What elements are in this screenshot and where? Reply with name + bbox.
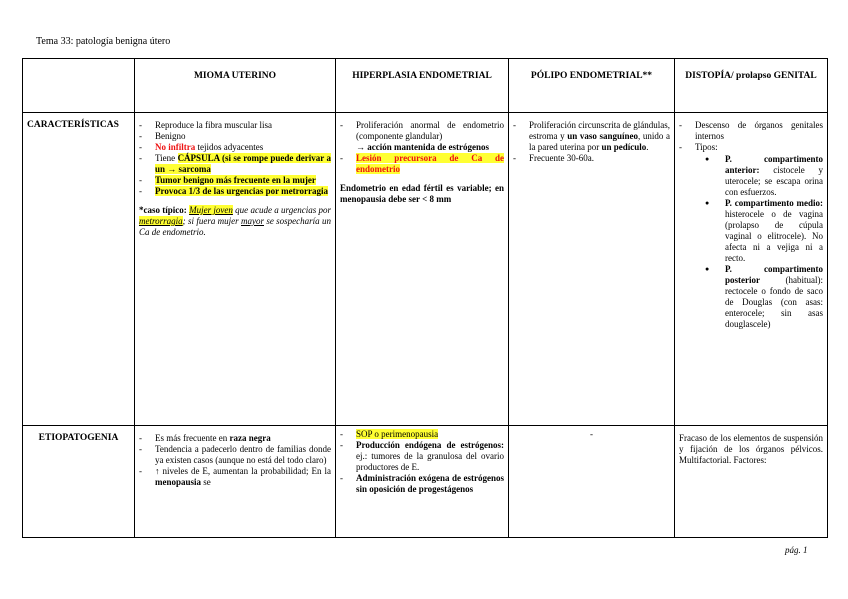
cell-polipo-caracteristicas	[509, 113, 675, 426]
row-etiopatogenia	[23, 426, 828, 538]
header-mioma: MIOMA UTERINO	[135, 59, 336, 113]
list-item: - Benigno	[139, 131, 331, 142]
hiperplasia-note: Endometrio en edad fértil es variable; en menopausia debe ser < 8 mm	[340, 183, 504, 204]
header-row	[23, 59, 828, 113]
header-polipo: PÓLIPO ENDOMETRIAL**	[509, 59, 675, 113]
cell-distopia-caracteristicas	[675, 113, 828, 426]
cell-mioma-caracteristicas	[135, 113, 336, 426]
list-item: ● P. compartimento medio: histerocele o de vagina (prolapso de cúpula vaginal o elitrocele). No afecta ni a vejiga ni a recto.	[725, 198, 823, 264]
list-item: - Administración exógena de estrógenos sin oposición de progestágenos	[340, 473, 504, 495]
corner-cell	[23, 59, 135, 113]
list-item: - Tiene CÁPSULA (si se rompe puede derivar a un → sarcoma	[139, 153, 331, 175]
pathology-table	[22, 58, 828, 538]
list-item: - Provoca 1/3 de las urgencias por metrorragia	[139, 186, 331, 197]
row-label-etiopatogenia: ETIOPATOGENIA	[23, 426, 135, 538]
cell-mioma-etiopatogenia	[135, 426, 336, 538]
list-item: - Tumor benigno más frecuente en la mujer	[139, 175, 331, 186]
cell-hiperplasia-etiopatogenia	[336, 426, 509, 538]
list-item: - Frecuente 30-60a.	[513, 153, 670, 164]
list-item: ● P. compartimento posterior (habitual): rectocele o fondo de saco de Douglas (con asas: enterocele; sin asas douglascele)	[725, 264, 823, 330]
document-title: Tema 33: patología benigna útero	[36, 36, 171, 47]
cell-distopia-etiopatogenia: Fracaso de los elementos de suspensión y fijación de los órganos pélvicos. Multifactorial. Factores:	[675, 426, 828, 538]
row-caracteristicas	[23, 113, 828, 426]
list-item: - Producción endógena de estrógenos: ej.: tumores de la granulosa del ovario productores de E.	[340, 440, 504, 473]
list-item: ● P. compartimento anterior: cistocele y uterocele; se escapa orina con esfuerzos.	[725, 154, 823, 198]
list-item: - Descenso de órganos genitales internos	[679, 120, 823, 142]
list-item: - Tipos: ● P. compartimento anterior: cistocele y uterocele; se escapa orina con esfuerzos. ● P. compartimento medio: histerocele o de vagina (prolapso de cúpula vaginal o elitrocele). No afecta ni a vejiga ni a recto. ● P. compartimento posterior (habitual): rectocele o fondo de saco de Douglas (con asas: enterocele; sin asas douglascele)	[679, 142, 823, 330]
header-hiperplasia: HIPERPLASIA ENDOMETRIAL	[336, 59, 509, 113]
row-label-caracteristicas: CARACTERÍSTICAS	[23, 113, 135, 426]
cell-hiperplasia-caracteristicas	[336, 113, 509, 426]
list-item: - Proliferación anormal de endometrio (componente glandular) → acción mantenida de estrógenos	[340, 120, 504, 153]
list-item: - Reproduce la fibra muscular lisa	[139, 120, 331, 131]
page-number: pág. 1	[785, 545, 808, 555]
cell-polipo-etiopatogenia: -	[509, 426, 675, 538]
list-item: - Es más frecuente en raza negra	[139, 433, 331, 444]
header-distopia: DISTOPÍA/ prolapso GENITAL	[675, 59, 828, 113]
typical-case: *caso típico: Mujer joven que acude a urgencias por metrorragia; si fuera mujer mayor se sospecharía un Ca de endometrio.	[139, 205, 331, 237]
list-item: - Tendencia a padecerlo dentro de familias donde ya existen casos (aunque no está del todo claro)	[139, 444, 331, 466]
list-item: - ↑ niveles de E, aumentan la probabilidad; En la menopausia se	[139, 466, 331, 488]
list-item: - SOP o perimenopausia	[340, 429, 504, 440]
list-item: - No infiltra tejidos adyacentes	[139, 142, 331, 153]
list-item: - Lesión precursora de Ca de endometrio	[340, 153, 504, 175]
list-item: - Proliferación circunscrita de glándulas, estroma y un vaso sanguíneo, unido a la pared uterina por un pedículo.	[513, 120, 670, 153]
